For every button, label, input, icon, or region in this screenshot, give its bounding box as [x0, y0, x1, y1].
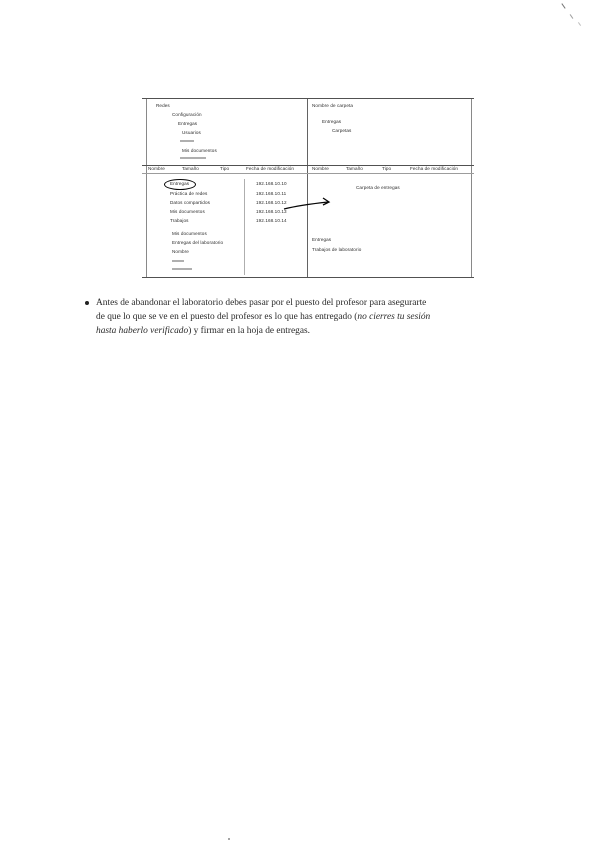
- list-item: Entregas: [170, 181, 190, 186]
- column-header: Fecha de modificación: [410, 166, 459, 171]
- list-item: Mis documentos: [170, 209, 205, 214]
- embedded-screenshot-figure: [142, 98, 474, 278]
- column-header: Tipo: [382, 166, 392, 171]
- tree-item: Entregas: [178, 121, 198, 126]
- list-item: Práctica de redes: [170, 191, 208, 196]
- column-header: Nombre: [312, 166, 329, 171]
- bullet-text: [96, 296, 530, 338]
- text-line-2: de que lo que se ve en el puesto del profesor es lo que has entregado (: [96, 312, 358, 322]
- list-item-ip: 192.168.10.14: [256, 218, 287, 223]
- column-header: Tipo: [220, 166, 230, 171]
- column-header: Tamaño: [346, 166, 363, 171]
- emphasis-text: hasta haberlo verificado: [96, 326, 189, 336]
- list-item: Trabajos de laboratorio: [312, 247, 362, 252]
- arrow-annotation: [142, 99, 474, 277]
- column-header: Tamaño: [182, 166, 199, 171]
- scan-speck: [228, 838, 230, 840]
- pane-message: Carpeta de entregas: [356, 185, 400, 190]
- tree-item: Configuración: [172, 112, 202, 117]
- tree-item: Usuarios: [182, 130, 201, 135]
- list-item-ip: 192.168.10.11: [256, 191, 287, 196]
- tree-item: Mis documentos: [182, 148, 217, 153]
- emphasis-text: no cierres tu sesión: [357, 312, 431, 322]
- column-header: Nombre: [148, 166, 165, 171]
- list-item: Nombre: [172, 249, 189, 254]
- list-item: Datos compartidos: [170, 200, 210, 205]
- bullet-icon: [85, 301, 89, 305]
- tree-item: Carpetas: [332, 128, 352, 133]
- list-item-ip: 192.168.10.13: [256, 209, 287, 214]
- scan-mark: [570, 14, 574, 19]
- tree-item: Entregas: [322, 119, 342, 124]
- tree-item: Redes: [156, 103, 170, 108]
- text-line-3: ) y firmar en la hoja de entregas.: [188, 326, 311, 336]
- column-header: Fecha de modificación: [246, 166, 295, 171]
- scan-mark: [578, 22, 581, 26]
- pane-header: Nombre de carpeta: [312, 103, 354, 108]
- list-item: Trabajos: [170, 218, 189, 223]
- list-item: Mis documentos: [172, 231, 207, 236]
- list-item: Entregas del laboratorio: [172, 240, 224, 245]
- list-item-ip: 192.168.10.10: [256, 181, 287, 186]
- list-item: Entregas: [312, 237, 332, 242]
- scan-mark: [561, 3, 565, 8]
- bullet-paragraph: [82, 296, 530, 338]
- text-line-1: Antes de abandonar el laboratorio debes pasar por el puesto del profesor para asegurarte: [96, 298, 427, 308]
- list-item-ip: 192.168.10.12: [256, 200, 287, 205]
